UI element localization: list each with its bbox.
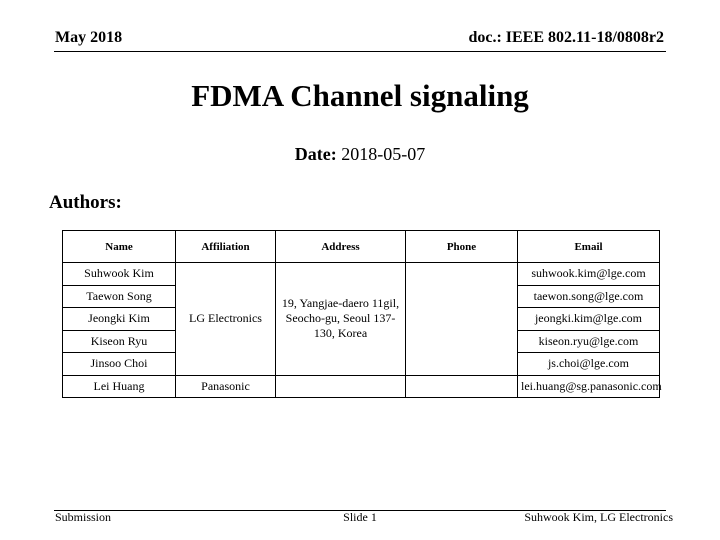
header-doc-id: doc.: IEEE 802.11-18/0808r2 (468, 29, 664, 46)
col-header-address: Address (276, 231, 406, 263)
date-label: Date: (294, 144, 337, 164)
author-address-lge: 19, Yangjae-daero 11gil, Seocho-gu, Seoul 137-130, Korea (276, 263, 406, 376)
authors-label: Authors: (49, 192, 122, 213)
author-email: kiseon.ryu@lge.com (518, 330, 660, 353)
author-email: jeongki.kim@lge.com (518, 308, 660, 331)
author-name: Kiseon Ryu (63, 330, 176, 353)
author-name: Suhwook Kim (63, 263, 176, 286)
author-name: Lei Huang (63, 375, 176, 398)
header-date: May 2018 (55, 29, 123, 46)
author-address (276, 375, 406, 398)
author-email: suhwook.kim@lge.com (518, 263, 660, 286)
author-email: taewon.song@lge.com (518, 285, 660, 308)
col-header-affiliation: Affiliation (176, 231, 276, 263)
col-header-name: Name (63, 231, 176, 263)
col-header-email: Email (518, 231, 660, 263)
author-name: Jeongki Kim (63, 308, 176, 331)
footer-author: Suhwook Kim, LG Electronics (524, 510, 673, 524)
col-header-phone: Phone (406, 231, 518, 263)
footer-slide-number: Slide 1 (343, 510, 377, 524)
author-affiliation-lge: LG Electronics (176, 263, 276, 376)
author-name: Jinsoo Choi (63, 353, 176, 376)
author-email: js.choi@lge.com (518, 353, 660, 376)
authors-table (62, 230, 660, 398)
author-name: Taewon Song (63, 285, 176, 308)
date-value: 2018-05-07 (336, 144, 426, 164)
date-line (0, 144, 720, 165)
author-email: lei.huang@sg.panasonic.com (518, 375, 660, 398)
table-row (63, 263, 660, 286)
footer-submission: Submission (55, 510, 112, 524)
author-affiliation: Panasonic (176, 375, 276, 398)
table-row (63, 375, 660, 398)
author-phone (406, 375, 518, 398)
slide-title: FDMA Channel signaling (191, 78, 529, 113)
table-header-row (63, 231, 660, 263)
header-divider (54, 51, 666, 52)
author-phone-lge (406, 263, 518, 376)
